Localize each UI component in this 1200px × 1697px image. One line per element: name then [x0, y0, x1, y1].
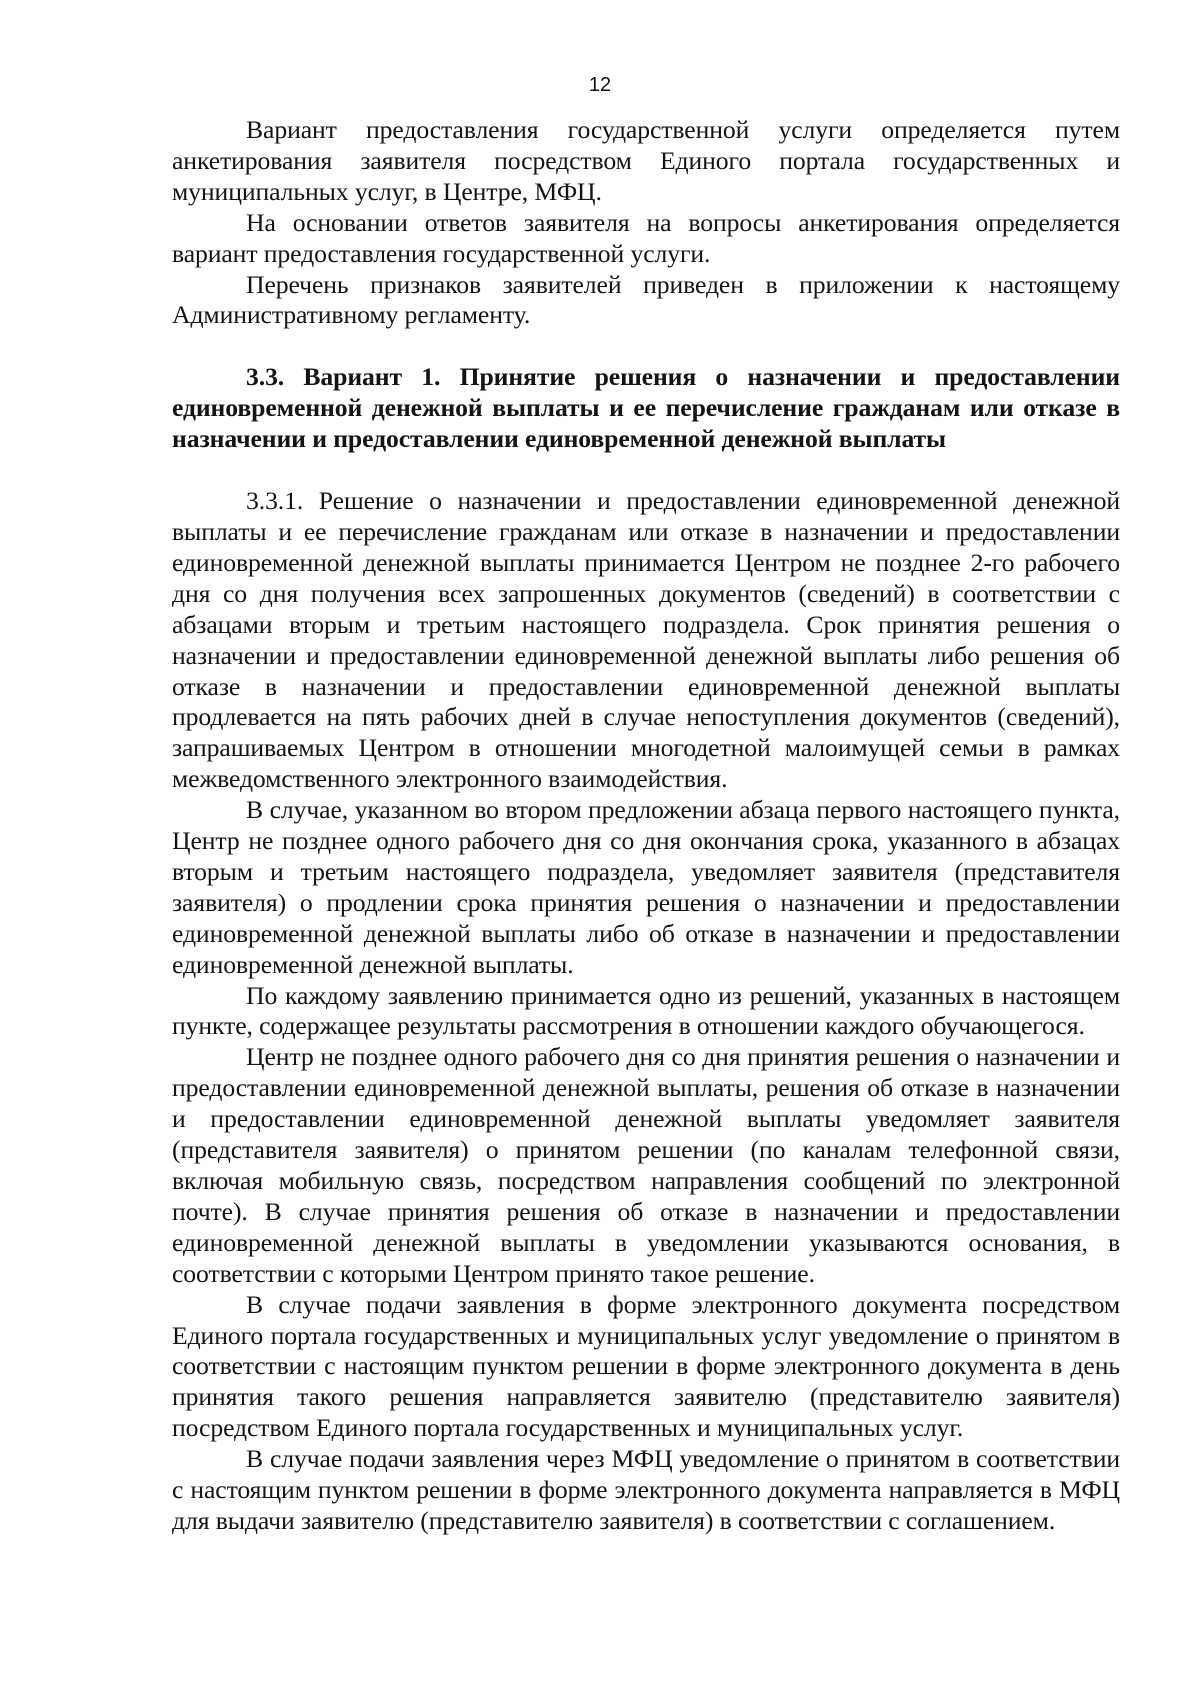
section-paragraph-6: В случае подачи заявления через МФЦ уведомление о принятом в соответствии с настоящим пунктом решении в форме электронного документа направляется в МФЦ для выдачи заявителю (представителю заявителя) в соответствии с соглашением.: [172, 1444, 1120, 1535]
section-paragraph-4: Центр не позднее одного рабочего дня со дня принятия решения о назначении и предоставлении единовременной денежной выплаты, решения об отказе в назначении и предоставлении единовременной денежной выплаты уведомляет заявителя (представителя заявителя) о принятом решении (по каналам телефонной связи, включая мобильную связь, посредством направления сообщений по электронной почте). В случае принятия решения об отказе в назначении и предоставлении единовременной денежной выплаты в уведомлении указываются основания, в соответствии с которыми Центром принято такое решение.: [172, 1042, 1120, 1288]
intro-paragraph-3: Перечень признаков заявителей приведен в приложении к настоящему Административному регламенту.: [172, 269, 1120, 330]
intro-paragraph-2: На основании ответов заявителя на вопросы анкетирования определяется вариант предоставления государственной услуги.: [172, 207, 1120, 268]
page-number: 12: [588, 74, 612, 96]
section-paragraph-2: В случае, указанном во втором предложении абзаца первого настоящего пункта, Центр не позднее одного рабочего дня со дня окончания срока, указанного в абзацах вторым и третьим настоящего подраздела, уведомляет заявителя (представителя заявителя) о продлении срока принятия решения о назначении и предоставлении единовременной денежной выплаты либо об отказе в назначении и предоставлении единовременной денежной выплаты.: [172, 795, 1120, 979]
intro-paragraph-1: Вариант предоставления государственной услуги определяется путем анкетирования заявителя посредством Единого портала государственных и муниципальных услуг, в Центре, МФЦ.: [172, 115, 1120, 206]
section-paragraph-1: 3.3.1. Решение о назначении и предоставлении единовременной денежной выплаты и ее перечисление гражданам или отказе в назначении и предоставлении единовременной денежной выплаты принимается Центром не позднее 2-го рабочего дня со дня получения всех запрошенных документов (сведений) в соответствии с абзацами вторым и третьим настоящего подраздела. Срок принятия решения о назначении и предоставлении единовременной денежной выплаты либо решения об отказе в назначении и предоставлении единовременной денежной выплаты продлевается на пять рабочих дней в случае непоступления документов (сведений), запрашиваемых Центром в отношении многодетной малоимущей семьи в рамках межведомственного электронного взаимодействия.: [172, 486, 1120, 794]
document-body: [172, 115, 1120, 1537]
section-paragraph-5: В случае подачи заявления в форме электронного документа посредством Единого портала государственных и муниципальных услуг уведомление о принятом в соответствии с настоящим пунктом решении в форме электронного документа в день принятия такого решения направляется заявителю (представителю заявителя) посредством Единого портала государственных и муниципальных услуг.: [172, 1289, 1120, 1443]
section-paragraph-3: По каждому заявлению принимается одно из решений, указанных в настоящем пункте, содержащее результаты рассмотрения в отношении каждого обучающегося.: [172, 980, 1120, 1041]
section-heading: 3.3. Вариант 1. Принятие решения о назначении и предоставлении единовременной денежной выплаты и ее перечисление гражданам или отказе в назначении и предоставлении единовременной денежной выплаты: [172, 362, 1120, 454]
